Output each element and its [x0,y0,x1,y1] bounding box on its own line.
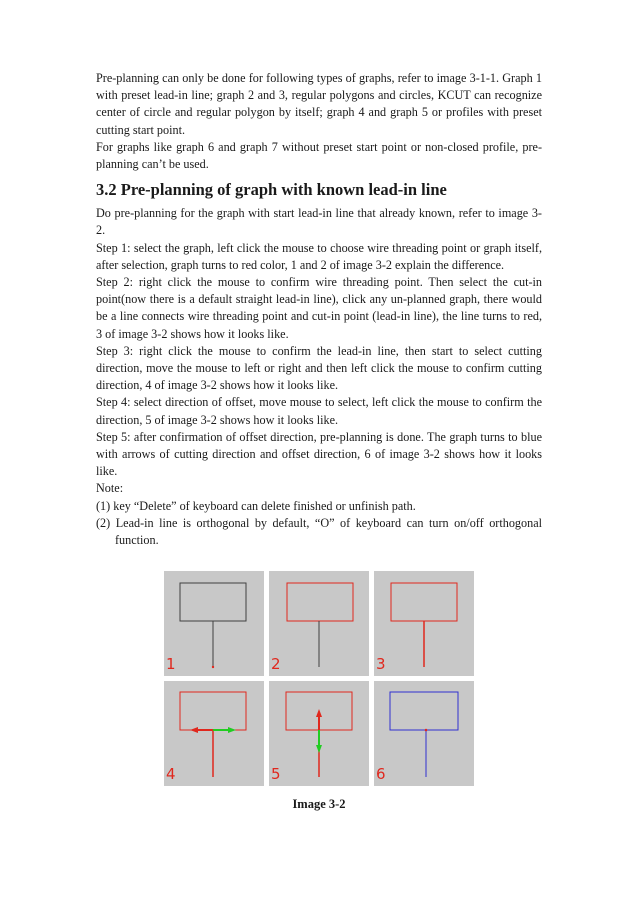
figure-panel-2 [269,571,369,676]
panel-3-label: 3 [376,655,386,673]
paragraph-step-5: Step 5: after confirmation of offset direction, pre-planning is done. The graph turns to blue with arrows of cutting direction and offset direction, 6 of image 3-2 shows how it looks like. [96,429,542,479]
panel-1-label: 1 [166,655,176,673]
panel-2-rect [287,583,353,621]
panel-5-down-arrow-head [316,745,322,753]
paragraph-intro: Do pre-planning for the graph with start lead-in line that already known, refer to image 3-2. [96,206,542,238]
panel-3-drawing [374,571,474,676]
figure-caption: Image 3-2 [292,797,346,811]
figure-panel-4 [164,681,264,786]
panel-6-rect [390,692,458,730]
panel-6-cut-in-point [425,729,428,732]
paragraph-step-3: Step 3: right click the mouse to confirm the lead-in line, then start to select cutting direction, move the mouse to left or right and then left click the mouse to confirm cutting direction, 4 of image 3-2 shows how it looks like. [96,343,542,393]
panel-3-rect [391,583,457,621]
panel-1-drawing [164,571,264,676]
paragraph-step-4: Step 4: select direction of offset, move mouse to select, left click the mouse to confirm the direction, 5 of image 3-2 shows how it looks like. [96,395,542,427]
note-item-2: (2) Lead-in line is orthogonal by default, “O” of keyboard can turn on/off orthogonal function. [96,515,542,548]
section-heading: 3.2 Pre-planning of graph with known lead-in line [96,180,447,200]
panel-1-rect [180,583,246,621]
panel-4-right-arrow-head [228,727,236,733]
panel-6-label: 6 [376,765,386,783]
figure-panel-1 [164,571,264,676]
note-item-1: (1) key “Delete” of keyboard can delete finished or unfinish path. [96,498,416,513]
panel-4-left-arrow-head [190,727,198,733]
paragraph-pre-planning-types: Pre-planning can only be done for following types of graphs, refer to image 3-1-1. Graph 1 with preset lead-in line; graph 2 and 3, regular polygons and circles, KCUT can recognize center of circle and regular polygon by itself; graph 4 and graph 5 or profiles with preset cutting start point. [96,71,542,137]
note-heading: Note: [96,481,124,496]
figure-panel-5 [269,681,369,786]
panel-5-label: 5 [271,765,281,783]
paragraph-step-1: Step 1: select the graph, left click the mouse to choose wire threading point or graph itself, after selection, graph turns to red color, 1 and 2 of image 3-2 explain the difference. [96,240,542,272]
document-body [96,70,542,549]
panel-1-threading-point [212,666,214,668]
panel-4-rect [180,692,246,730]
paragraph-unsupported-graphs: For graphs like graph 6 and graph 7 without preset start point or non-closed profile, pre-planning can’t be used. [96,139,542,172]
panel-2-label: 2 [271,655,281,673]
panel-4-drawing [164,681,264,786]
panel-2-drawing [269,571,369,676]
figure-panel-3 [374,571,474,676]
panel-5-up-arrow-head [316,709,322,717]
panel-5-drawing [269,681,369,786]
figure-panel-6 [374,681,474,786]
panel-6-drawing [374,681,474,786]
figure-image-3-2 [164,571,476,789]
panel-4-label: 4 [166,765,176,783]
paragraph-step-2: Step 2: right click the mouse to confirm wire threading point. Then select the cut-in point(now there is a default straight lead-in line), click any un-planned graph, there would be a line connects wire threading point and cut-in point (lead-in line), the line turns to red, 3 of image 3-2 shows how it looks like. [96,275,542,341]
